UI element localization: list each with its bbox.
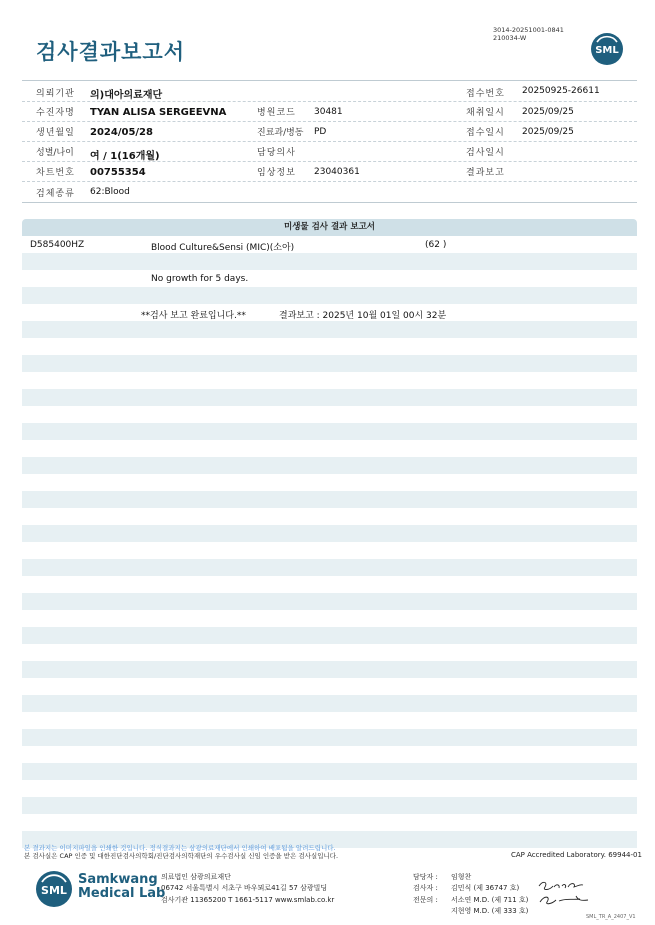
birth-value: 2024/05/28 (90, 127, 153, 138)
stripe-band (22, 695, 637, 712)
collection-date-value: 2025/09/25 (522, 107, 574, 117)
accreditation-notice: 본 검사실은 CAP 인증 및 대한진단검사의학회/진단검사의학재단의 우수검사실 신임 인증을 받은 검사실입니다. (24, 852, 339, 860)
stripe-band (22, 423, 637, 440)
receipt-no-label: 접수번호 (466, 89, 505, 99)
stripe-band (22, 321, 637, 338)
test-name: Blood Culture&Sensi (MIC)(소아) (151, 243, 295, 253)
section-title: 미생물 검사 결과 보고서 (22, 219, 637, 236)
stripe-band (22, 355, 637, 372)
stripe-band (22, 389, 637, 406)
chart-no-value: 00755354 (90, 167, 146, 178)
specialist-1: 서소연 M.D. (제 711 호) (451, 896, 529, 904)
specimen-value: 62:Blood (90, 187, 130, 197)
requester-label: 의뢰기관 (36, 89, 75, 99)
specialist-2: 지현영 M.D. (제 333 호) (451, 907, 529, 915)
staff-name: 임형찬 (451, 873, 472, 881)
org-name: 의료법인 삼광의료재단 (161, 873, 231, 881)
test-number: (62 ) (425, 240, 447, 250)
brand-name (78, 873, 165, 901)
signature-icon (536, 878, 596, 910)
row-divider (22, 101, 637, 102)
document-id-line2: 210034-W (493, 34, 527, 42)
stripe-band (22, 525, 637, 542)
patient-name-label: 수진자명 (36, 108, 75, 118)
collection-date-label: 채취일시 (466, 108, 505, 118)
report-title: 검사결과보고서 (36, 40, 186, 64)
report-label: 결과보고 (466, 168, 505, 178)
stripe-band (22, 627, 637, 644)
samkwang-logo-text: SML (41, 884, 67, 897)
sml-logo-icon (590, 32, 624, 66)
test-date-label: 검사일시 (466, 148, 505, 158)
org-address: 06742 서울특별시 서초구 바우뫼로41길 57 삼광빌딩 (161, 884, 328, 892)
stripe-band (22, 253, 637, 270)
clinical-info-value: 23040361 (314, 167, 360, 177)
birth-label: 생년월일 (36, 128, 75, 138)
stripe-band (22, 763, 637, 780)
stripe-band (22, 593, 637, 610)
row-divider (22, 141, 637, 142)
dept-label: 진료과/병동 (257, 128, 304, 138)
specimen-label: 검체종류 (36, 189, 75, 199)
stripe-band (22, 491, 637, 508)
stripe-band (22, 287, 637, 304)
document-id (493, 26, 564, 42)
dept-value: PD (314, 127, 327, 137)
receipt-date-label: 접수일시 (466, 128, 505, 138)
document-id-line1: 3014-20251001-0841 (493, 26, 564, 34)
cap-accreditation: CAP Accredited Laboratory. 69944-01 (511, 851, 642, 859)
org-contact: 검사기관 11365200 T 1661-5117 www.smlab.co.kr (161, 896, 335, 904)
patient-name-value: TYAN ALISA SERGEEVNA (90, 107, 227, 118)
stripe-band (22, 661, 637, 678)
sex-age-label: 성별/나이 (36, 148, 74, 158)
header-top-rule (22, 80, 637, 81)
sml-logo-text: SML (595, 45, 619, 56)
report-time: 결과보고 : 2025년 10월 01일 00시 32분 (279, 311, 447, 321)
test-code: D585400HZ (30, 240, 85, 250)
stripe-band (22, 457, 637, 474)
row-divider (22, 121, 637, 122)
doctor-label: 담당의사 (257, 148, 296, 158)
header-bottom-rule (22, 202, 637, 203)
hospital-code-value: 30481 (314, 107, 343, 117)
stripe-band (22, 559, 637, 576)
stripe-band (22, 729, 637, 746)
sex-age-value: 여 / 1(16개월) (90, 151, 160, 162)
chart-no-label: 차트번호 (36, 168, 75, 178)
tester-name: 김민식 (제 36747 호) (451, 884, 520, 892)
stripe-band (22, 797, 637, 814)
specialist-label: 전문의 : (413, 896, 438, 904)
brand-line1: Samkwang (78, 872, 158, 887)
requester-value: 의)대아의료재단 (90, 90, 163, 101)
clinical-info-label: 임상정보 (257, 168, 296, 178)
row-divider (22, 181, 637, 182)
form-code: SML_TR_A_2407_V1 (586, 914, 636, 920)
samkwang-logo-icon (34, 870, 74, 908)
receipt-no-value: 20250925-26611 (522, 86, 600, 96)
receipt-date-value: 2025/09/25 (522, 127, 574, 137)
hospital-code-label: 병원코드 (257, 108, 296, 118)
result-text: No growth for 5 days. (151, 274, 249, 284)
tester-label: 검사자 : (413, 884, 438, 892)
image-notice: 본 결과지는 이미지파일을 인쇄한 것입니다. 정식결과지는 삼광의료재단에서 인쇄하여 배포됨을 알려드립니다. (24, 844, 336, 852)
completion-note: **검사 보고 완료입니다.** (141, 311, 246, 321)
brand-line2: Medical Lab (78, 886, 166, 901)
staff-label: 담당자 : (413, 873, 438, 881)
